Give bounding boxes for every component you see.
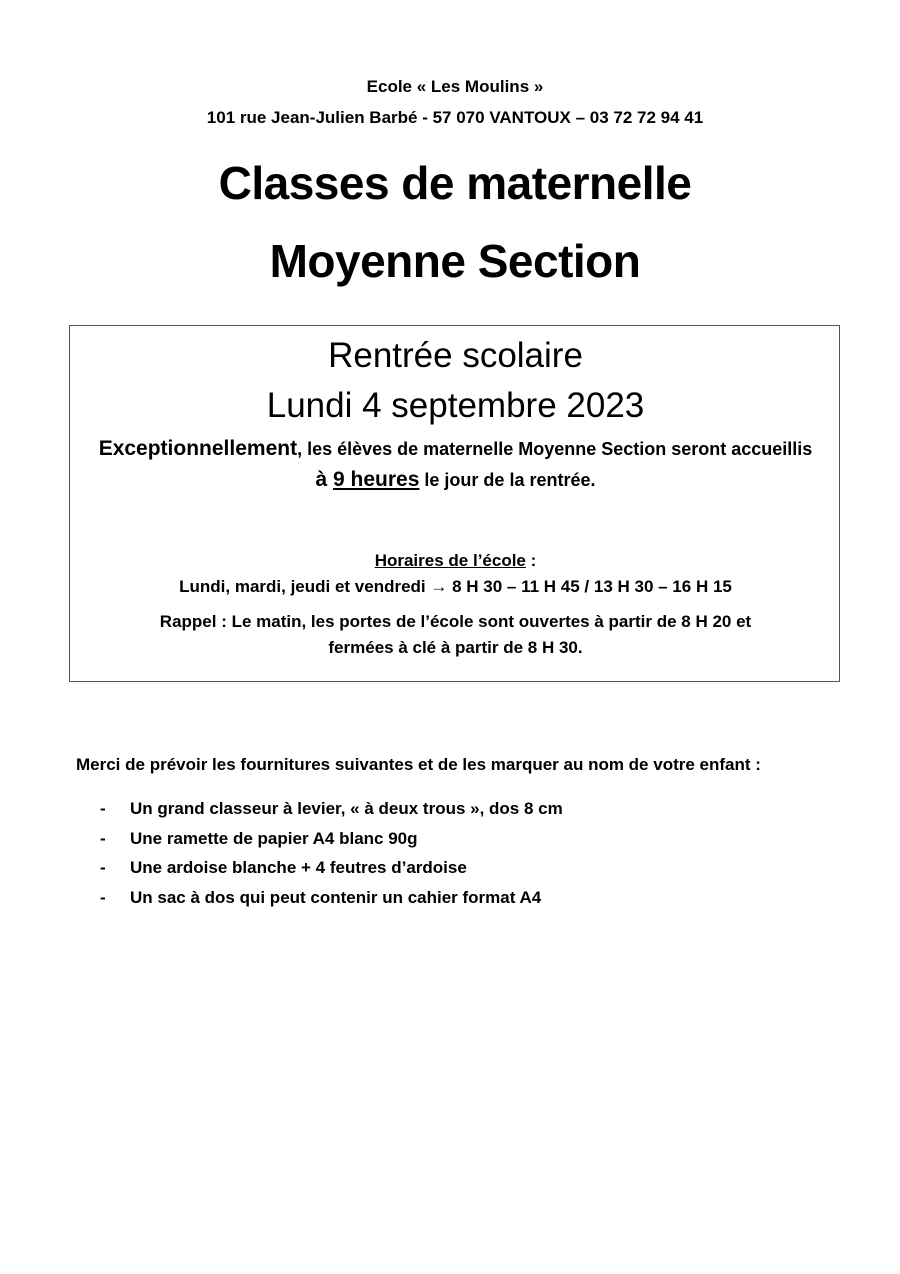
- list-bullet: -: [100, 799, 106, 818]
- schedule-heading: [70, 551, 841, 571]
- list-bullet: -: [100, 858, 106, 877]
- list-bullet: -: [100, 828, 106, 848]
- exceptionally-rest: , les élèves de maternelle Moyenne Section seront accueillis: [297, 439, 813, 459]
- list-item: [100, 829, 563, 859]
- list-item-text: Une ardoise blanche + 4 feutres d’ardoise: [130, 858, 467, 877]
- list-item: [100, 888, 563, 918]
- arrival-time-prefix: à: [315, 468, 334, 491]
- arrival-time-value: 9 heures: [333, 468, 420, 491]
- schedule-title: Horaires de l’école: [374, 551, 526, 570]
- reminder-line-2: fermées à clé à partir de 8 H 30.: [328, 638, 583, 657]
- list-item: [100, 858, 563, 888]
- exceptionally-word: Exceptionnellement: [98, 437, 298, 460]
- list-item-text: Un sac à dos qui peut contenir un cahier format A4: [130, 887, 542, 907]
- school-address: 101 rue Jean-Julien Barbé - 57 070 VANTOUX – 03 72 72 94 41: [206, 108, 704, 127]
- list-item-text: Un grand classeur à levier, « à deux trous », dos 8 cm: [130, 799, 563, 818]
- school-name: Ecole « Les Moulins »: [366, 77, 544, 96]
- list-item: [100, 799, 563, 829]
- list-bullet: -: [100, 887, 106, 907]
- page-title-line-1: Classes de maternelle: [218, 157, 692, 209]
- schedule-title-suffix: :: [525, 551, 537, 570]
- list-item-text: Une ramette de papier A4 blanc 90g: [130, 828, 418, 848]
- reminder-line-1: Rappel : Le matin, les portes de l’école sont ouvertes à partir de 8 H 20 et: [159, 612, 752, 631]
- rentree-heading: Rentrée scolaire: [328, 336, 583, 375]
- arrival-time-suffix: le jour de la rentrée.: [419, 470, 596, 490]
- info-box: [69, 325, 840, 682]
- arrival-time-line: [70, 468, 841, 492]
- schedule-days: Lundi, mardi, jeudi et vendredi → 8 H 30 – 11 H 45 / 13 H 30 – 16 H 15: [179, 577, 732, 596]
- rentree-date: Lundi 4 septembre 2023: [266, 386, 645, 425]
- supplies-list: [100, 799, 563, 917]
- exceptionally-notice: [70, 437, 841, 461]
- page-title-line-2: Moyenne Section: [269, 235, 641, 287]
- supplies-intro: Merci de prévoir les fournitures suivantes et de les marquer au nom de votre enfant :: [76, 755, 761, 774]
